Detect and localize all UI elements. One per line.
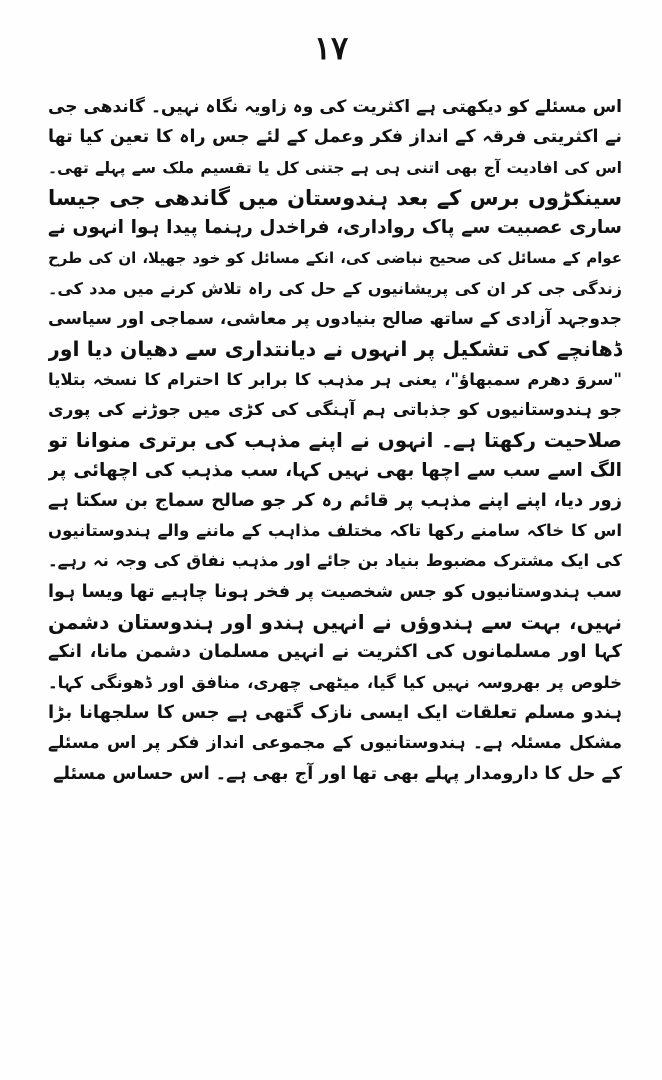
text-line: کہا اور مسلمانوں کی اکثریت نے انہیں مسلمان دشمن مانا، انکے [48,641,622,663]
text-line: ہندو مسلم تعلقات ایک ایسی نازک گتھی ہے جس کا سلجھانا بڑا [48,701,622,723]
text-line: نہیں، بہت سے ہندوؤں نے انہیں ہندو اور ہندوستان دشمن [48,610,622,635]
text-line: جدوجہد آزادی کے ساتھ صالح بنیادوں پر معاشی، سماجی اور سیاسی [48,309,622,330]
text-line: جو ہندوستانیوں کو جذباتی ہم آہنگی کی کڑی میں جوڑنے کی پوری [48,399,622,420]
text-line: الگ اسے سب سے اچھا بھی نہیں کہا، سب مذہب کی اچھائی پر [48,459,622,481]
text-line: "سروَ دھرم سمبھاؤ"، یعنی ہر مذہب کا برابر کا احترام کا نسخہ بتلایا [48,369,622,389]
text-line: نے اکثریتی فرقہ کے انداز فکر وعمل کے لئے جس راہ کا تعین کیا تھا [48,127,622,148]
text-line: اس کی افادیت آج بھی اتنی ہی ہے جتنی کل یا تقسیم ملک سے پہلے تھی۔ [48,158,622,177]
text-line: سب ہندوستانیوں کو جس شخصیت پر فخر ہونا چاہیے تھا ویسا ہوا [48,581,622,602]
page-number: ١٧ [313,29,349,67]
text-line: کے حل کا دارومدار پہلے بھی تھا اور آج بھی ہے۔ اس حساس مسئلے [53,763,622,784]
text-line: اس کا خاکہ سامنے رکھا تاکہ مختلف مذاہب کے ماننے والے ہندوستانیوں [48,521,622,541]
text-line: کی ایک مشترک مضبوط بنیاد بن جائے اور مذہب نفاق کی وجہ نہ رہے۔ [48,551,622,571]
text-line: صلاحیت رکھتا ہے۔ انہوں نے اپنے مذہب کی برتری منوانا تو [48,428,622,453]
text-line: ساری عصبیت سے پاک رواداری، فراخدل رہنما پیدا ہوا انہوں نے [48,217,622,239]
text-line: مشکل مسئلہ ہے۔ ہندوستانیوں کے مجموعی انداز فکر پر اس مسئلے [48,733,622,754]
text-line: سینکڑوں برس کے بعد ہندوستان میں گاندھی جی جیسا [48,185,622,210]
text-line: اس مسئلے کو دیکھتی ہے اکثریت کی وہ زاویہ نگاہ نہیں۔ گاندھی جی [48,97,622,117]
text-line: خلوص پر بھروسہ نہیں کیا گیا، میٹھی چھری، منافق اور ڈھونگی کہا۔ [48,672,622,692]
text-line: زندگی جی کر ان کی پریشانیوں کے حل کی راہ تلاش کرنے میں مدد کی۔ [48,278,622,298]
text-line: زور دیا، اپنے اپنے مذہب پر قائم رہ کر جو صالح سماج بن سکتا ہے [48,489,622,511]
text-line: عوام کے مسائل کی صحیح نباضی کی، انکے مسائل کو خود جھیلا، ان کی طرح [48,249,622,268]
text-line: ڈھانچے کی تشکیل پر انہوں نے دیانتداری سے دھیان دیا اور [48,337,622,362]
body-text [48,92,622,789]
